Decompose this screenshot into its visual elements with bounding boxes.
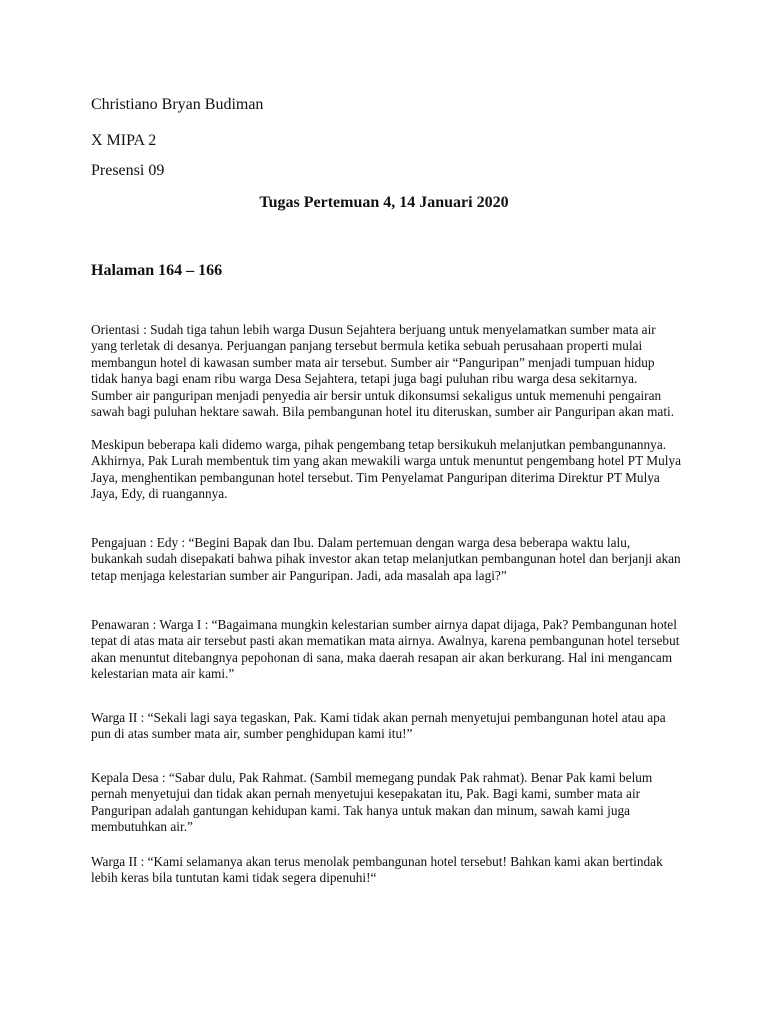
- paragraph-kepala-desa: Kepala Desa : “Sabar dulu, Pak Rahmat. (Sambil memegang pundak Pak rahmat). Benar Pak kami belum pernah menyetujui dan tidak akan pernah menyetujui kesepakatan itu, Pak. Bagi kami, sumber mata air Panguripan adalah gantungan kehidupan kami. Tak hanya untuk makan dan minum, sawah kami juga membutuhkan air.”: [91, 770, 653, 835]
- paragraph-orientasi-continued: Meskipun beberapa kali didemo warga, pihak pengembang tetap bersikukuh melanjutkan pembangunannya. Akhirnya, Pak Lurah membentuk tim yang akan mewakili warga untuk menuntut pengembang hotel PT Mulya Jaya, menghentikan pembangunan hotel tersebut. Tim Penyelamat Panguripan diterima Direktur PT Mulya Jaya, Edy, di ruangannya.: [91, 437, 681, 502]
- paragraph-orientasi: Orientasi : Sudah tiga tahun lebih warga Dusun Sejahtera berjuang untuk menyelamatkan sumber mata air yang terletak di desanya. Perjuangan panjang tersebut bermula ketika sebuah perusahaan properti mulai membangun hotel di kawasan sumber mata air tersebut. Sumber air “Panguripan” menjadi tumpuan hidup tidak hanya bagi enam ribu warga Desa Sejahtera, tetapi juga bagi puluhan ribu warga desa sekitarnya. Sumber air panguripan menjadi penyedia air bersir untuk dikonsumsi sekaligus untuk memenuhi pengairan sawah bagi puluhan hektare sawah. Bila pembangunan hotel itu diteruskan, sumber air Panguripan akan mati.: [91, 322, 675, 420]
- document-title: Tugas Pertemuan 4, 14 Januari 2020: [259, 194, 509, 211]
- paragraph-warga-ii-second: Warga II : “Kami selamanya akan terus menolak pembangunan hotel tersebut! Bahkan kami akan bertindak lebih keras bila tuntutan kami tidak segera dipenuhi!“: [91, 854, 663, 886]
- paragraph-penawaran: Penawaran : Warga I : “Bagaimana mungkin kelestarian sumber airnya dapat dijaga, Pak? Pembangunan hotel tepat di atas mata air tersebut pasti akan mematikan mata airnya. Awalnya, karena pembangunan hotel tersebut akan menuntut ditebangnya pepohonan di sana, maka daerah resapan air akan berkurang. Hal ini mengancam kelestarian mata air kami.”: [91, 617, 680, 682]
- author-name: Christiano Bryan Budiman: [91, 96, 264, 113]
- page-range-heading: Halaman 164 – 166: [91, 262, 223, 279]
- class-label: X MIPA 2: [91, 132, 157, 149]
- paragraph-warga-ii-first: Warga II : “Sekali lagi saya tegaskan, Pak. Kami tidak akan pernah menyetujui pembangunan hotel atau apa pun di atas sumber mata air, sumber penghidupan kami itu!”: [91, 710, 666, 742]
- paragraph-pengajuan: Pengajuan : Edy : “Begini Bapak dan Ibu. Dalam pertemuan dengan warga desa beberapa waktu lalu, bukankah sudah disepakati bahwa pihak investor akan tetap melanjutkan pembangunan hotel dan berjanji akan tetap menjaga kelestarian sumber air Panguripan. Jadi, ada masalah apa lagi?”: [91, 535, 681, 583]
- presence-label: Presensi 09: [91, 162, 165, 179]
